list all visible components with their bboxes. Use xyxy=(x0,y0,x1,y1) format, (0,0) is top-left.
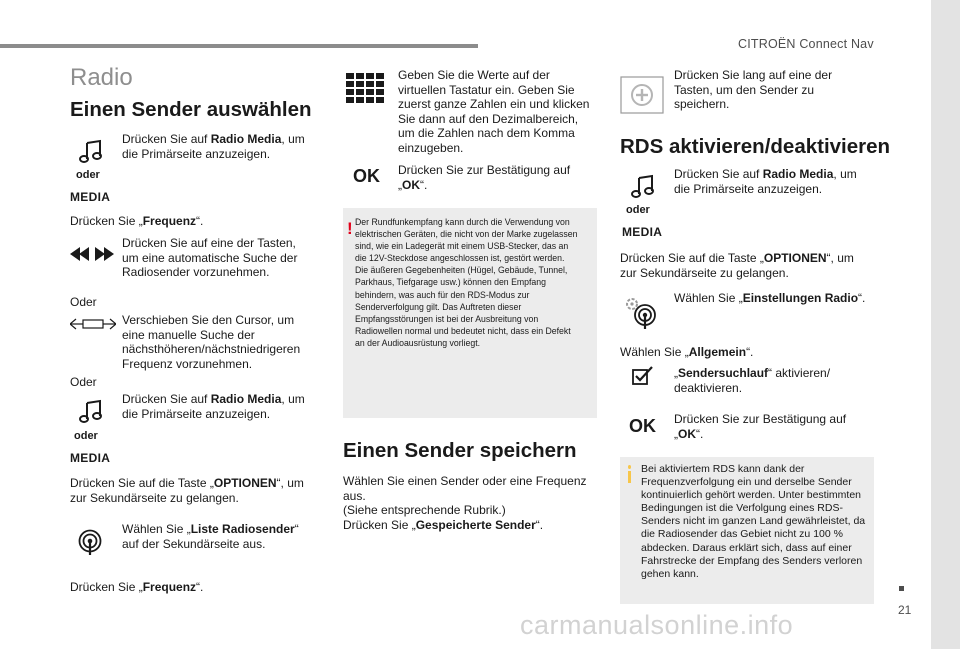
oder-label: oder xyxy=(76,169,100,181)
keyboard-icon xyxy=(346,73,386,103)
header-rule xyxy=(0,44,478,48)
music-note-icon xyxy=(78,399,104,423)
keyboard-text: Geben Sie die Werte auf der virtuellen Tastatur ein. Geben Sie zuerst ganze Zahlen ein und klicken Sie dann auf den Dezimalbereich, um die Zahlen nach dem Komma einzugeben. xyxy=(398,68,590,155)
press-frequency: Drücken Sie „Frequenz“. xyxy=(70,214,204,228)
side-strip xyxy=(931,0,960,649)
select-general: Wählen Sie „Allgemein“. xyxy=(620,345,754,359)
press-frequency: Drücken Sie „Frequenz“. xyxy=(70,580,204,594)
ok-icon: OK xyxy=(353,166,380,186)
ok-icon: OK xyxy=(629,416,656,436)
heading-select-station: Einen Sender auswählen xyxy=(70,98,312,121)
info-icon xyxy=(628,465,631,469)
seek-buttons-icon xyxy=(70,246,114,262)
or-label: Oder xyxy=(70,295,97,309)
oder-label: oder xyxy=(626,204,650,216)
radio-station-icon xyxy=(78,529,102,555)
warning-text: Der Rundfunkempfang kann durch die Verwendung von elektrischen Geräten, die nicht von der Marke zugelassen sind, wie ein Ladegerät mit einem USB-Stecker, das an die 12V-Steckdose angeschlossen ist, gestört werden. Die äußeren Gegebenheiten (Hügel, Gebäude, Tunnel, Parkhaus, Tiefgarage usw.) können den Empfang behindern, was auch für den RDS-Modus zur Senderverfolgung gilt. Das Auftreten dieser Empfangsstörungen ist bei der Ausbreitung von Radiowellen normal und bedeutet nicht, dass ein Defekt an der Audioausrüstung vorliegt. xyxy=(355,216,578,348)
media-label: MEDIA xyxy=(622,225,663,239)
step-radio-media: Drücken Sie auf Radio Media, um die Primärseite anzuzeigen. xyxy=(122,392,305,421)
info-text: Bei aktiviertem RDS kann dank der Frequenzverfolgung ein und derselbe Sender kontinuierlich gehört werden. Unter bestimmten Bedingungen ist die Verfolgung eines RDS-Senders nicht im ganzen Land gewährleistet, da die Radiosender das Gebiet nicht zu 100 % abdecken. Daraus erklärt sich, dass auf einer Fahrstrecke der Empfang des Senders verloren gehen kann. xyxy=(641,463,866,580)
step-radio-media: Drücken Sie auf Radio Media, um die Primärseite anzuzeigen. xyxy=(122,132,305,161)
tracking-toggle-text: „Sendersuchlauf“ aktivieren/ deaktivieren. xyxy=(674,366,831,395)
music-note-icon xyxy=(78,139,104,163)
page-number: 21 xyxy=(898,603,912,617)
store-text: Wählen Sie einen Sender oder eine Frequenz aus. (Siehe entsprechende Rubrik.) Drücken Sie „Gespeicherte Sender“. xyxy=(343,474,587,532)
select-station-list: Wählen Sie „Liste Radiosender“ auf der Sekundärseite aus. xyxy=(122,522,299,551)
ok-confirm-text: Drücken Sie zur Bestätigung auf „OK“. xyxy=(674,412,847,441)
checkbox-icon xyxy=(632,366,654,386)
warning-icon: ! xyxy=(347,219,353,238)
radio-settings-icon xyxy=(624,296,658,330)
heading-rds: RDS aktivieren/deaktivieren xyxy=(620,135,891,158)
page-title: Radio xyxy=(70,64,133,91)
select-radio-settings: Wählen Sie „Einstellungen Radio“. xyxy=(674,291,866,305)
cursor-text: Verschieben Sie den Cursor, um eine manuelle Suche der nächsthöheren/nächstniedrigeren Frequenz vorzunehmen. xyxy=(122,313,301,371)
press-options: Drücken Sie auf die Taste „OPTIONEN“, um zur Sekundärseite zu gelangen. xyxy=(70,476,304,505)
seek-text: Drücken Sie auf eine der Tasten, um eine automatische Suche der Radiosender vorzunehmen. xyxy=(122,236,298,279)
watermark: carmanualsonline.info xyxy=(520,610,794,640)
step-radio-media: Drücken Sie auf Radio Media, um die Primärseite anzuzeigen. xyxy=(674,167,857,196)
long-press-text: Drücken Sie lang auf eine der Tasten, um den Sender zu speichern. xyxy=(674,68,833,111)
cursor-slider-icon xyxy=(70,317,116,331)
media-label: MEDIA xyxy=(70,190,111,204)
add-preset-icon xyxy=(620,76,664,114)
brand-label: CITROËN Connect Nav xyxy=(738,37,874,51)
ok-confirm-text: Drücken Sie zur Bestätigung auf „OK“. xyxy=(398,163,571,192)
heading-store-station: Einen Sender speichern xyxy=(343,439,577,462)
or-label: Oder xyxy=(70,375,97,389)
page-dot xyxy=(899,586,904,591)
media-label: MEDIA xyxy=(70,451,111,465)
oder-label: oder xyxy=(74,430,98,442)
press-options: Drücken Sie auf die Taste „OPTIONEN“, um zur Sekundärseite zu gelangen. xyxy=(620,251,854,280)
music-note-icon xyxy=(630,174,656,198)
info-icon-bar xyxy=(628,471,631,483)
